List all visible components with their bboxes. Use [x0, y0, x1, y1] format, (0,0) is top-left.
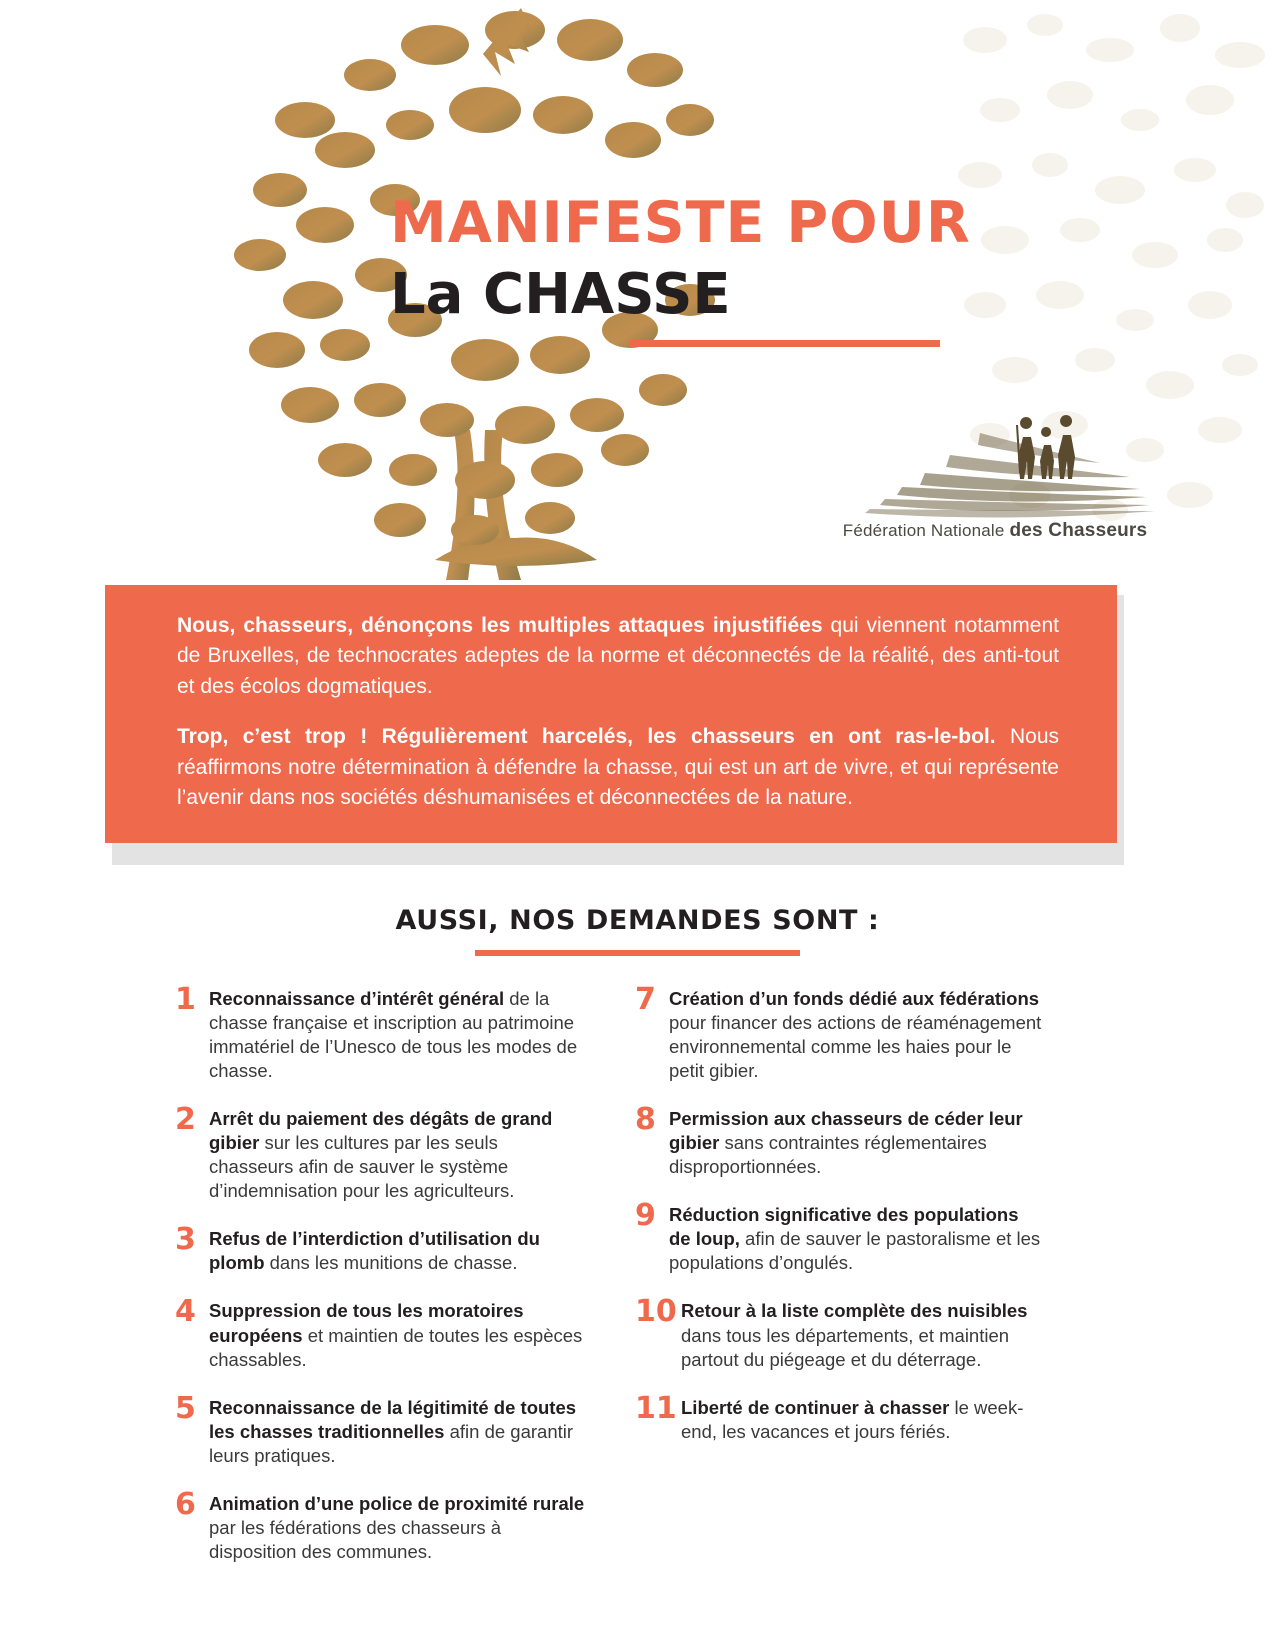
list-item-text: [209, 985, 585, 1083]
list-item-number: 1: [175, 982, 196, 1017]
statement-paragraph-1: [177, 611, 1059, 702]
statement-paragraph-1-rest: qui viennent notamment de Bruxelles, de technocrates adeptes de la norme et déconnectés de la réalité, des anti-tout et des écolos dogmatiques.: [177, 614, 1059, 698]
list-item-text: [669, 1105, 1045, 1179]
list-item-text: [209, 1394, 585, 1468]
list-item: [635, 1294, 1045, 1371]
list-item-number: 10: [635, 1294, 677, 1330]
list-item-number: 5: [175, 1390, 196, 1426]
title-underline: [630, 340, 940, 347]
list-item-rest: par les fédérations des chasseurs à disposition des communes.: [209, 1516, 502, 1562]
list-item-bold: Animation d’une police de proximité rurale: [209, 1492, 585, 1514]
federation-name-bold: des Chasseurs: [1009, 520, 1148, 541]
list-item-bold: Suppression de tous les moratoires européens: [209, 1300, 524, 1346]
federation-name-light: Fédération Nationale: [842, 521, 1010, 540]
list-item-rest: de la chasse française et inscription au patrimoine immatériel de l’Unesco de tous les modes de chasse.: [209, 988, 578, 1082]
statement-paragraph-2-bold: Trop, c’est trop ! Régulièrement harcelés, les chasseurs en ont ras-le-bol.: [177, 725, 996, 749]
hunters-walking-icon: [830, 415, 1160, 535]
list-item: [175, 1102, 585, 1203]
demands-heading: AUSSI, NOS DEMANDES SONT :: [395, 905, 880, 936]
list-item-text: [209, 1297, 585, 1371]
list-item-rest: afin de garantir leurs pratiques.: [209, 1420, 574, 1466]
list-item-rest: sur les cultures par les seuls chasseurs afin de sauver le système d’indemnisation pour les agriculteurs.: [209, 1132, 515, 1202]
list-item-number: 8: [635, 1102, 656, 1138]
list-item-rest: dans les munitions de chasse.: [264, 1252, 518, 1274]
title-sub: La CHASSE: [390, 262, 731, 327]
demands-column-right: [635, 982, 1045, 1586]
title-main: MANIFESTE POUR: [390, 190, 971, 256]
list-item-rest: sans contraintes réglementaires disproportionnées.: [669, 1132, 987, 1178]
list-item-rest: le week-end, les vacances et jours fériés.: [681, 1396, 1024, 1442]
list-item-text: [669, 1201, 1045, 1275]
federation-logo: [830, 415, 1160, 550]
demands-heading-underline: [475, 950, 800, 956]
list-item: [635, 1102, 1045, 1179]
list-item: [175, 1294, 585, 1371]
list-item-rest: afin de sauver le pastoralisme et les populations d’ongulés.: [669, 1228, 1041, 1274]
list-item-number: 3: [175, 1222, 196, 1258]
demands-columns: [175, 982, 1110, 1586]
statement-paragraph-2-rest: Nous réaffirmons notre détermination à défendre la chasse, qui est un art de vivre, et qui représente l’avenir dans nos sociétés déshumanisées et déconnectées de la nature.: [177, 725, 1060, 810]
list-item-number: 4: [175, 1294, 196, 1330]
list-item-bold: Création d’un fonds dédié aux fédérations: [669, 988, 1040, 1009]
list-item-text: [209, 1105, 585, 1203]
list-item: [635, 1198, 1045, 1275]
list-item-bold: Réduction significative des populations de loup,: [669, 1204, 1019, 1250]
list-item-bold: Liberté de continuer à chasser: [681, 1396, 950, 1418]
list-item: [175, 1486, 585, 1564]
list-item: [635, 1390, 1045, 1444]
list-item-number: 9: [635, 1198, 656, 1234]
list-item-text: [209, 1490, 585, 1564]
list-item-text: [209, 1225, 585, 1275]
demands-column-left: [175, 982, 585, 1586]
statement-block: [105, 585, 1117, 843]
list-item-rest: pour financer des actions de réaménagement environnemental comme les haies pour le petit gibier.: [669, 1012, 1042, 1082]
list-item-number: 7: [635, 982, 656, 1017]
list-item-bold: Reconnaissance d’intérêt général: [209, 988, 505, 1009]
list-item: [175, 1222, 585, 1275]
list-item-number: 6: [175, 1486, 196, 1522]
list-item: [635, 982, 1045, 1083]
list-item-bold: Arrêt du paiement des dégâts de grand gibier: [209, 1108, 553, 1154]
list-item: [175, 982, 585, 1083]
list-item-bold: Permission aux chasseurs de céder leur gibier: [669, 1108, 1023, 1154]
statement-paragraph-1-bold: Nous, chasseurs, dénonçons les multiples attaques injustifiées: [177, 614, 823, 637]
list-item-text: [681, 1297, 1045, 1371]
statement-paragraph-2: [177, 722, 1059, 813]
list-item-text: [669, 985, 1045, 1083]
federation-logo-text: [840, 520, 1150, 542]
list-item-bold: Refus de l’interdiction d’utilisation du plomb: [209, 1228, 540, 1274]
hero-section: [0, 0, 1275, 600]
list-item-number: 11: [635, 1390, 677, 1426]
list-item-number: 2: [175, 1102, 196, 1138]
page-title: [390, 190, 990, 347]
list-item: [175, 1390, 585, 1468]
list-item-bold: Retour à la liste complète des nuisibles: [681, 1300, 1028, 1322]
list-item-rest: dans tous les départements, et maintien partout du piégeage et du déterrage.: [681, 1324, 1010, 1370]
list-item-rest: et maintien de toutes les espèces chassables.: [209, 1324, 583, 1370]
list-item-text: [681, 1394, 1045, 1444]
list-item-bold: Reconnaissance de la légitimité de toutes les chasses traditionnelles: [209, 1396, 577, 1442]
